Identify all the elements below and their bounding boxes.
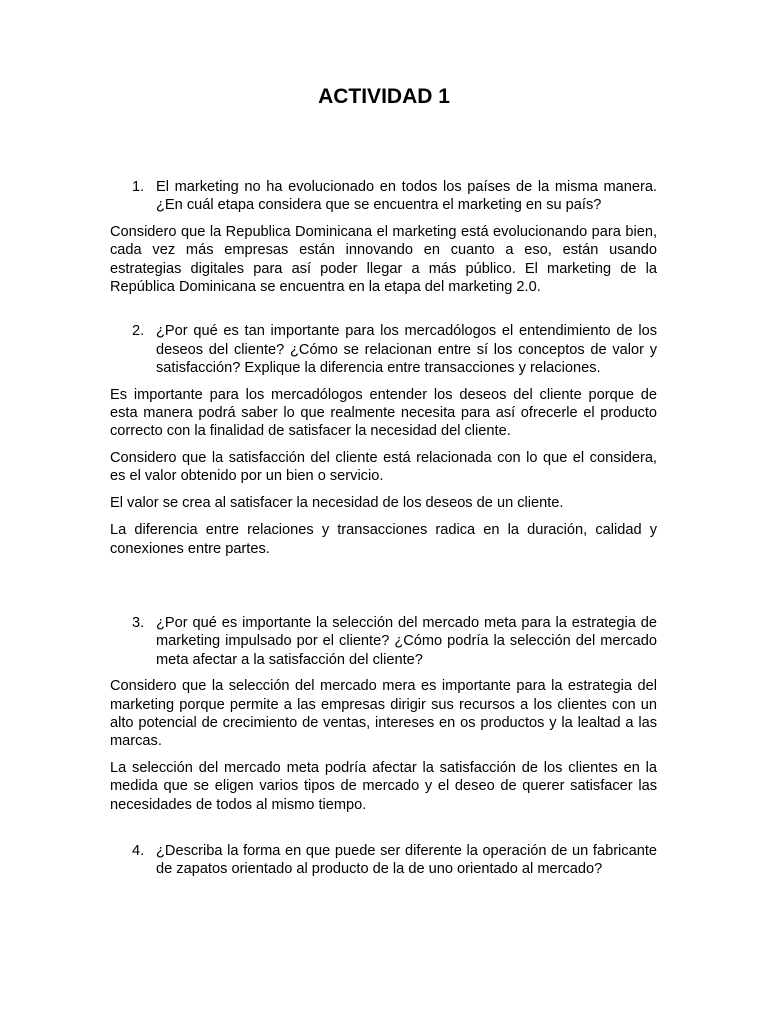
answer-paragraph: La diferencia entre relaciones y transacciones radica en la duración, calidad y conexiones entre partes. (110, 522, 657, 557)
answer-paragraph: Considero que la Republica Dominicana el marketing está evolucionando para bien, cada vez más empresas están innovando en cuanto a eso, están usando estrategias digitales para así poder llegar a más público. El marketing de la República Dominicana se encuentra en la etapa del marketing 2.0. (110, 223, 657, 296)
answer-paragraph: Es importante para los mercadólogos entender los deseos del cliente porque de esta manera podrá saber lo que realmente necesita para así ofrecerle el producto correcto con la finalidad de satisfacer la necesidad del cliente. (110, 386, 657, 440)
page-title: ACTIVIDAD 1 (318, 85, 450, 108)
question-3 (110, 614, 657, 669)
question-4 (110, 842, 657, 879)
document-body (110, 178, 657, 879)
question-number: 4. (132, 842, 145, 859)
answer-paragraph: El valor se crea al satisfacer la necesidad de los deseos de un cliente. (110, 494, 564, 511)
question-2 (110, 322, 657, 377)
answer-paragraph: La selección del mercado meta podría afectar la satisfacción de los clientes en la medida que se eligen varios tipos de mercado y el deseo de querer satisfacer las necesidades de todos al mismo tiempo. (110, 759, 657, 813)
answer-paragraph: Considero que la selección del mercado mera es importante para la estrategia del marketing porque permite a las empresas dirigir sus recursos a los clientes con un alto potencial de crecimiento de ventas, intereses en os productos y la lealtad a las marcas. (110, 678, 657, 750)
question-number: 2. (132, 323, 145, 340)
question-number: 1. (132, 179, 145, 195)
question-text: ¿Por qué es importante la selección del mercado meta para la estrategia de marketing impulsado por el cliente? ¿Cómo podría la selección del mercado meta afectar a la satisfacción del cliente? (156, 614, 657, 668)
question-1 (110, 178, 657, 215)
question-text: ¿Por qué es tan importante para los mercadólogos el entendimiento de los deseos del cliente? ¿Cómo se relacionan entre sí los conceptos de valor y satisfacción? Explique la diferencia entre transacciones y relaciones. (156, 323, 657, 377)
question-text: ¿Describa la forma en que puede ser diferente la operación de un fabricante de zapatos orientado al producto de la de uno orientado al mercado? (156, 842, 657, 878)
question-text: El marketing no ha evolucionado en todos los países de la misma manera. ¿En cuál etapa considera que se encuentra el marketing en su país? (156, 179, 657, 214)
answer-paragraph: Considero que la satisfacción del cliente está relacionada con lo que el considera, es el valor obtenido por un bien o servicio. (110, 449, 657, 485)
question-number: 3. (132, 614, 145, 631)
